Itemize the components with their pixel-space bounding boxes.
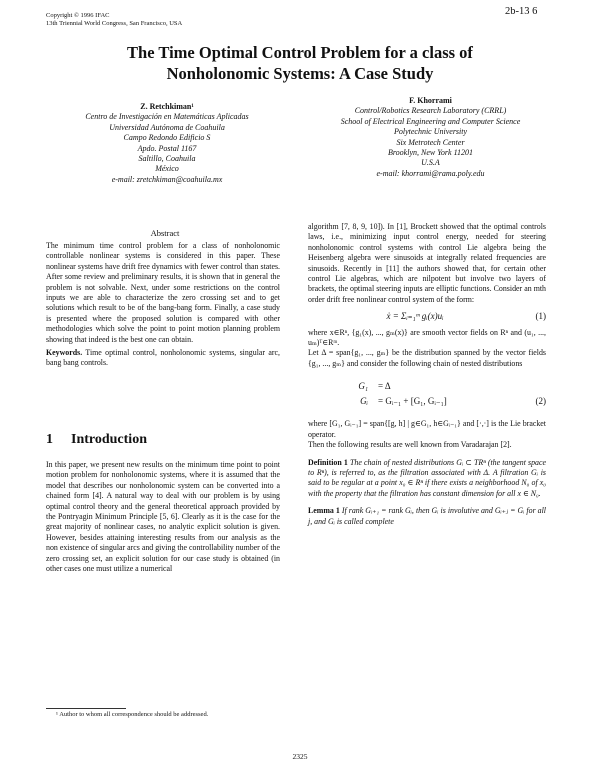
author-2-affil-line: Control/Robotics Research Laboratory (CRRL): [354, 106, 507, 116]
author-2-affil-line: School of Electrical Engineering and Computer Science: [340, 116, 521, 126]
footnote-rule: [46, 708, 126, 709]
equation-2a-left: G₁: [358, 381, 368, 392]
title-line-1: The Time Optimal Control Problem for a class of: [127, 43, 473, 62]
author-2-affil-line: Brooklyn, New York 11201: [387, 148, 474, 158]
equation-1: [308, 311, 546, 321]
author-2-block: [318, 96, 543, 179]
title-line-2: Nonholonomic Systems: A Case Study: [166, 64, 434, 83]
author-1-affil-line: México: [155, 164, 179, 174]
congress-text: 13th Triennial World Congress, San Francisco, USA: [46, 20, 183, 27]
footnote: ¹ Author to whom all correspondence should be addressed.: [56, 711, 209, 718]
author-2-affil-line: U.S.A: [421, 158, 440, 168]
intro-text: In this paper, we present new results on the minimum time point to point motion problem for nonholonomic systems, where it is assumed that the model that describes our nonholonomic system can be converted into a chained form [4]. A natural way to deal with our problem is by using optimal control theory and the general theoretical approach provided by the Pontryagin Minimum Principle [5, 6]. Clearly as it is the case for the great majority of nonlinear cases, no analytic explicit solution is given. However, besides attaining interesting results from our analysis as the non existence of singular arcs and giving the controllability number of the zero crossing set, an explicit solution for our case study is obtained (in other cases one must utilize a numerical: [46, 460, 280, 574]
right-para-2: where x∈Rⁿ, {g₁(x), ..., gₘ(x)} are smooth vector fields on Rⁿ and (u₁, ..., uₘ)ᵀ∈Rᵐ.: [308, 327, 546, 348]
equation-1-body: ẋ = Σᵢ₌₁ᵐ gᵢ(x)uᵢ: [386, 311, 444, 322]
author-1-affil-line: Centro de Investigación en Matemáticas Aplicadas: [85, 112, 249, 122]
equation-2-number: (2): [535, 396, 546, 407]
abstract-body: [46, 241, 280, 369]
lemma-text: If rank Gᵢ₊₁ = rank Gᵢ, then Gᵢ is involutive and Gᵢ₊ⱼ = Gᵢ for all j, and Gᵢ is called complete: [308, 506, 546, 526]
equation-2b-left: Gᵢ: [360, 396, 368, 407]
right-para-5: Then the following results are well known from Varadarajan [2].: [308, 440, 512, 450]
author-1-affil-line: Saltillo, Coahuila: [138, 154, 196, 164]
definition-1: [308, 458, 546, 500]
author-1-name: Z. Retchkiman¹: [140, 102, 194, 111]
section-1-heading: [46, 432, 147, 448]
author-1-block: [62, 102, 272, 185]
right-para-1: algorithm [7, 8, 9, 10]). In [1], Brockett showed that the optimal controls laws, i.e., minimizing input control energy, needed for steering nonholonomic control systems with control Lie algebra being the Heisenberg algebra were sinusoids at integrally related frequencies are sinusoids. Recently in [11] the authors showed that, for certain other control Lie algebras, which are nilpotent but involve two layers of brackets, the optimal steering inputs are elliptic functions. Consider an mth order drift free nonlinear control system of the form:: [308, 222, 546, 304]
copyright-text: Copyright © 1996 IFAC: [46, 12, 110, 19]
keywords-paragraph: [46, 348, 280, 369]
author-2-affil-line: Six Metrotech Center: [396, 137, 465, 147]
author-1-affil-line: Campo Redondo Edificio S: [123, 133, 211, 143]
equation-2: [308, 379, 546, 409]
equation-2-row: [308, 394, 546, 409]
page-number: 2325: [292, 752, 308, 761]
abstract-heading: Abstract: [150, 228, 180, 238]
author-1-affil-line: Universidad Autónoma de Coahuila: [109, 122, 225, 132]
definition-label: Definition 1: [308, 457, 348, 467]
author-2-name: F. Khorrami: [409, 96, 452, 105]
author-1-affil-line: Apdo. Postal 1167: [137, 143, 197, 153]
header-copyright-block: [46, 12, 182, 28]
lemma-1: [308, 506, 546, 527]
right-para-4: where [G₁, Gᵢ₋₁] = span{[g, h] | g∈G₁, h∈Gᵢ₋₁} and [·,·] is the Lie bracket operator.: [308, 419, 546, 439]
equation-2b-right: = Gᵢ₋₁ + [G₁, Gᵢ₋₁]: [378, 396, 447, 407]
paper-title: [60, 42, 540, 84]
definition-text: The chain of nested distributions Gᵢ ⊂ TRⁿ (the tangent space to Rⁿ), is referred to, as the filtration associated with Δ. A filtration Gᵢ is said to be regular at a point x₀ ∈ Rⁿ if there exists a neighborhood N₀ of x₀ with the property that the filtration has constant dimension for all x ∈ N₀.: [308, 457, 546, 498]
right-column: [308, 222, 546, 527]
section-number: 1: [46, 432, 53, 447]
keywords-text: Time optimal control, nonholonomic systems, singular arc, bang bang controls.: [46, 348, 280, 368]
equation-2-row: [308, 379, 546, 394]
keywords-label: Keywords.: [46, 348, 83, 358]
right-para-3: Let Δ = span{g₁, ..., gₘ} be the distribution spanned by the vector fields {g₁, ..., gₘ} and consider the following chain of nested distributions: [308, 348, 546, 368]
paper-code: 2b-13 6: [505, 6, 538, 17]
lemma-label: Lemma 1: [308, 506, 340, 516]
author-2-email: e-mail: khorrami@rama.poly.edu: [376, 168, 485, 178]
equation-2a-right: = Δ: [378, 381, 391, 392]
author-2-affil-line: Polytechnic University: [393, 127, 468, 137]
equation-1-number: (1): [535, 311, 546, 322]
author-1-email: e-mail: zretchkiman@coahuila.mx: [111, 174, 223, 184]
section-title: Introduction: [71, 432, 147, 447]
intro-body: [46, 460, 280, 574]
abstract-text: The minimum time control problem for a class of nonholonomic controllable nonlinear systems is considered in this paper. These nonlinear systems have drift free dynamics with fewer control than states. After some review and preliminary results, it is shown that in general the problem is not solvable. Next, under some restrictions on the control inputs we are able to characterize the zero crossing set and to get solutions which result to be of the bang-bang form. Finally, a case study is presented where the proposed solution is compared with other methodologies which solve the point to point motion planning problem showing that indeed is the best one can obtain.: [46, 241, 280, 344]
